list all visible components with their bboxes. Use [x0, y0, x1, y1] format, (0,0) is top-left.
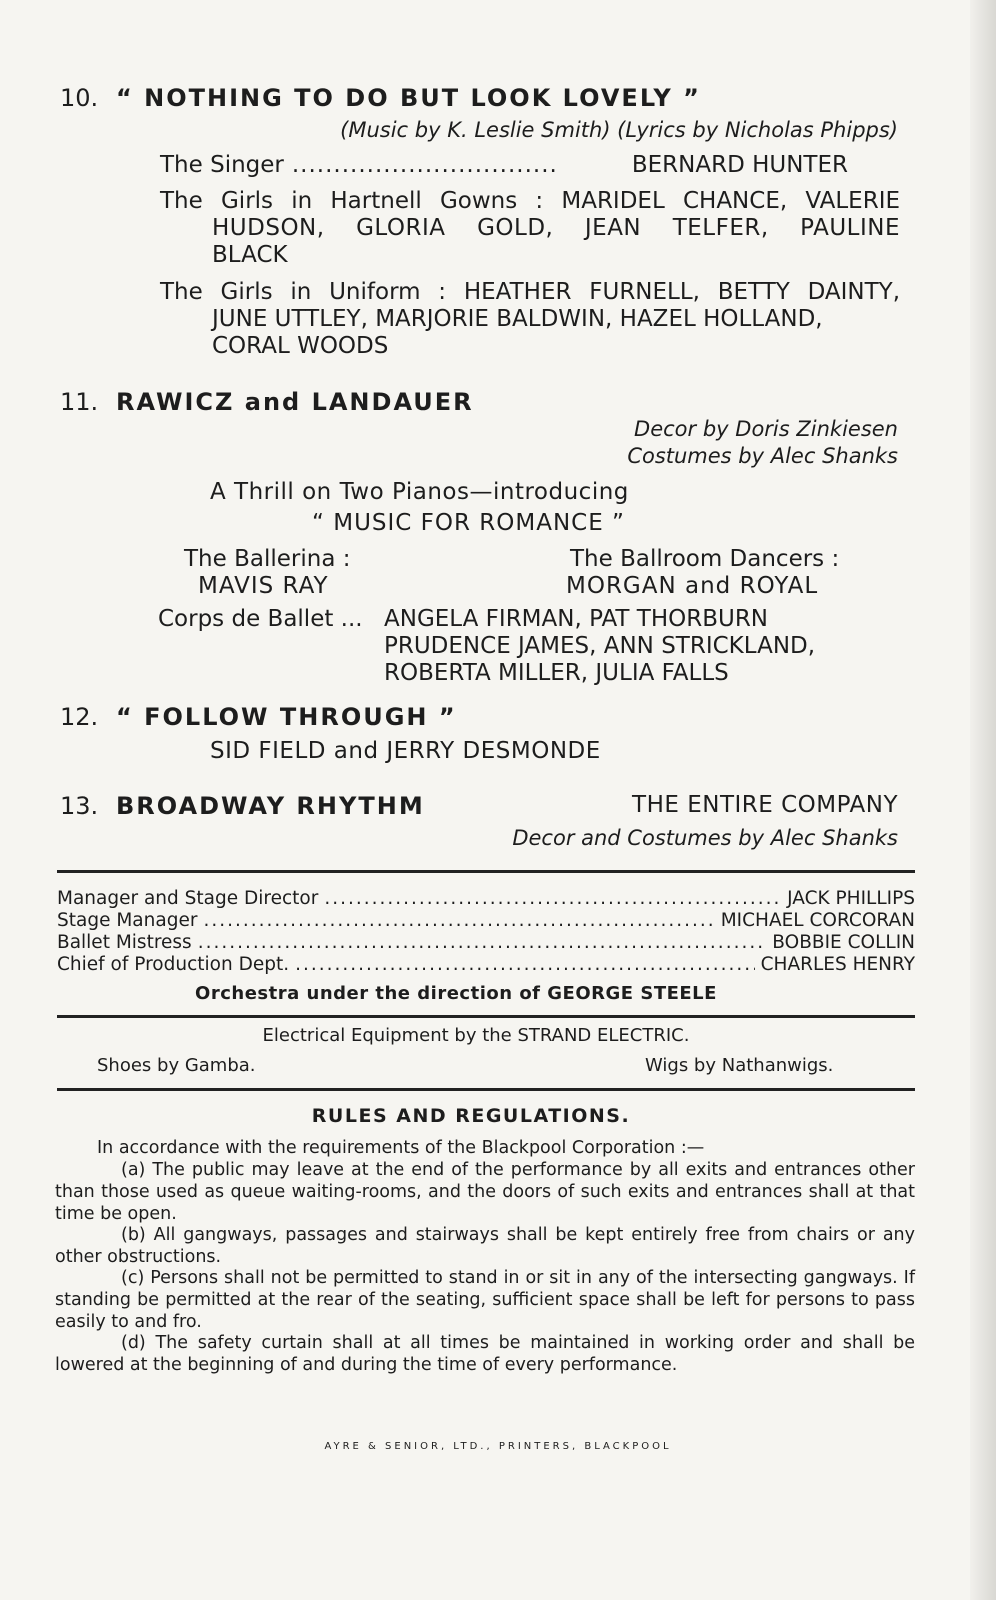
leader-dots: ................................ [291, 152, 558, 178]
ballroom-label: The Ballroom Dancers : [570, 546, 840, 572]
staff-role: Ballet Mistress [57, 932, 192, 953]
rule-b: (b) All gangways, passages and stairways shall be kept entirely free from chairs or any other obstructions. [55, 1225, 915, 1267]
item-title: BROADWAY RHYTHM [116, 792, 425, 820]
item-number: 11. [60, 388, 99, 416]
staff-name: JACK PHILLIPS [787, 888, 915, 909]
item-11-heading [60, 388, 474, 416]
corps-line-1: ANGELA FIRMAN, PAT THORBURN [384, 606, 769, 632]
rule-a: (a) The public may leave at the end of the performance by all exits and entrances other than those used as queue waiting-rooms, and the doors of such exits and entrances shall at that time be open. [55, 1160, 915, 1224]
item-title: RAWICZ and LANDAUER [116, 388, 474, 416]
staff-row [57, 932, 915, 953]
staff-name: MICHAEL CORCORAN [720, 910, 915, 931]
music-lyrics-credits: (Music by K. Leslie Smith) (Lyrics by Nicholas Phipps) [340, 118, 898, 142]
girls-uniform-line-3: CORAL WOODS [212, 333, 389, 359]
girls-uniform-label: The Girls in Uniform : [160, 279, 447, 305]
ballroom-names: MORGAN and ROYAL [566, 573, 819, 599]
staff-role: Manager and Stage Director [57, 888, 319, 909]
item-number: 12. [60, 703, 99, 731]
girls-gowns-label: The Girls in Hartnell Gowns : [160, 188, 544, 214]
divider-rule [57, 870, 915, 873]
music-for-romance: “ MUSIC FOR ROMANCE ” [312, 510, 625, 536]
girls-gowns-names: MARIDEL CHANCE, VALERIE [561, 188, 901, 214]
staff-name: BOBBIE COLLIN [772, 932, 915, 953]
staff-name: CHARLES HENRY [760, 954, 915, 975]
singer-line [160, 152, 848, 178]
staff-role: Stage Manager [57, 910, 198, 931]
item-12-performers: SID FIELD and JERRY DESMONDE [210, 738, 601, 764]
ballerina-label: The Ballerina : [184, 546, 351, 572]
staff-row [57, 888, 915, 909]
staff-role: Chief of Production Dept. [57, 954, 290, 975]
divider-rule [57, 1088, 915, 1091]
item-13-performers: THE ENTIRE COMPANY [632, 792, 898, 818]
orchestra-credit: Orchestra under the direction of GEORGE STEELE [195, 983, 717, 1004]
divider-rule [57, 1015, 915, 1018]
item-title: “ FOLLOW THROUGH ” [116, 703, 457, 731]
wigs-credit: Wigs by Nathanwigs. [645, 1055, 834, 1076]
girls-gowns-line-2: HUDSON, GLORIA GOLD, JEAN TELFER, PAULINE [212, 215, 900, 241]
girls-uniform-line-2: JUNE UTTLEY, MARJORIE BALDWIN, HAZEL HOLLAND, [212, 306, 823, 332]
girls-gowns-line-3: BLACK [212, 242, 288, 268]
rule-c: (c) Persons shall not be permitted to stand in or sit in any of the intersecting gangways. If standing be permitted at the rear of the seating, sufficient space shall be left for persons to pass easily to and fro. [55, 1268, 915, 1332]
costumes-credit: Costumes by Alec Shanks [627, 444, 898, 468]
corps-label: Corps de Ballet ... [158, 606, 363, 632]
girls-gowns-line-1 [160, 188, 900, 214]
item-10-heading [60, 84, 701, 112]
girls-uniform-names: HEATHER FURNELL, BETTY DAINTY, [463, 279, 901, 305]
item-number: 13. [60, 792, 99, 820]
staff-row [57, 910, 915, 931]
item-number: 10. [60, 84, 99, 112]
corps-line-2: PRUDENCE JAMES, ANN STRICKLAND, [384, 633, 816, 659]
rules-intro: In accordance with the requirements of the Blackpool Corporation :— [97, 1138, 705, 1158]
printer-imprint: AYRE & SENIOR, LTD., PRINTERS, BLACKPOOL [324, 1441, 672, 1452]
shoes-credit: Shoes by Gamba. [97, 1055, 256, 1076]
item-12-heading [60, 703, 457, 731]
page-edge-shadow [970, 0, 996, 1600]
rule-d: (d) The safety curtain shall at all times be maintained in working order and shall be lowered at the beginning of and during the time of every performance. [55, 1333, 915, 1375]
leader-dots [198, 932, 767, 953]
thrill-line: A Thrill on Two Pianos—introducing [210, 479, 629, 505]
rules-heading: RULES AND REGULATIONS. [311, 1105, 631, 1127]
decor-credit: Decor by Doris Zinkiesen [634, 417, 898, 441]
leader-dots [324, 888, 781, 909]
singer-label: The Singer [160, 152, 284, 178]
corps-line-3: ROBERTA MILLER, JULIA FALLS [384, 660, 729, 686]
item-13-heading [60, 792, 425, 820]
leader-dots [203, 910, 714, 931]
singer-name: BERNARD HUNTER [631, 152, 848, 178]
ballerina-name: MAVIS RAY [198, 573, 329, 599]
item-title: “ NOTHING TO DO BUT LOOK LOVELY ” [116, 84, 701, 112]
leader-dots [295, 954, 755, 975]
girls-uniform-line-1 [160, 279, 900, 305]
staff-row [57, 954, 915, 975]
item-13-decor: Decor and Costumes by Alec Shanks [512, 826, 898, 850]
electrical-credit: Electrical Equipment by the STRAND ELECTRIC. [262, 1025, 690, 1046]
